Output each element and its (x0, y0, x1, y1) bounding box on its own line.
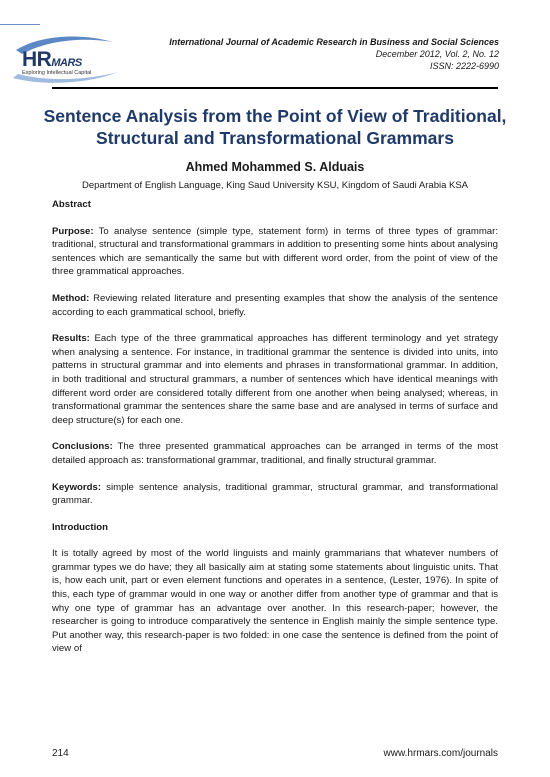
introduction-paragraph: It is totally agreed by most of the world linguists and mainly grammarians that whatever numbers of grammar types we do have; they all basically aim at stating some statements about linguistic units. That is, how each unit, part or even element functions and operates in a sentence, (Lester, 1976). In spite of this, each type of grammar would in one way or another differ from another type of grammar and that is why one type of grammar has an advantage over another. In this research-paper; however, the researcher is going to introduce comparatively the sentence in English mainly the simple sentence type. Put another way, this research-paper is two folded: in one case the sentence is defined from the point of view of (52, 548, 498, 655)
journal-issn: ISSN: 2222-6990 (429, 61, 499, 71)
paper-title (40, 105, 510, 149)
conclusions-text: The three presented grammatical approaches can be arranged in terms of the most detailed approach as: transformational grammar, traditional, and finally structural grammar. (52, 441, 499, 466)
author-name: Ahmed Mohammed S. Alduais (185, 160, 365, 174)
logo-tagline: Exploring Intellectual Capital (22, 70, 92, 76)
method-paragraph (52, 292, 498, 319)
header-divider (52, 87, 498, 89)
method-text: Reviewing related literature and presenting examples that show the analysis of the sentence according to each grammatical school, briefly. (52, 292, 498, 318)
title-line-2: Structural and Transformational Grammars (96, 128, 454, 148)
conclusions-paragraph (52, 440, 498, 467)
logo-main: HR (22, 48, 52, 71)
purpose-paragraph (52, 225, 498, 279)
method-label: Method: (52, 292, 90, 304)
journal-name: International Journal of Academic Research in Business and Social Sciences (169, 37, 499, 47)
paper-body (52, 198, 498, 669)
keywords-paragraph (52, 481, 498, 508)
results-text: Each type of the three grammatical approaches has different terminology and yet strategy when analysing a sentence. For instance, in traditional grammar the sentence is divided into units, into patterns in structural grammar and into elements and phrases in transformational grammar. In addition, in both traditional and structural grammars, a number of sentences which have identical meanings with different word order are considered totally different from one another when being analysed; whereas, in transformational grammar the sentences share the same base and are analysed in terms of surface and deep structure(s) for each one. (52, 333, 498, 426)
introduction-heading: Introduction (52, 521, 108, 533)
journal-issue: December 2012, Vol. 2, No. 12 (375, 49, 499, 59)
keywords-label: Keywords: (52, 481, 102, 493)
author-affiliation: Department of English Language, King Saud University KSU, Kingdom of Saudi Arabia KSA (81, 180, 469, 191)
purpose-text: To analyse sentence (simple type, statement form) in terms of three types of grammar: traditional, structural and transformational grammars in addition to presenting some hints about analysing sentences which are semantically the same but with different word order, from the point of view of the three grammatical approaches. (52, 225, 499, 278)
abstract-heading: Abstract (52, 199, 91, 210)
journal-info (169, 36, 499, 72)
top-decorative-rule (0, 24, 40, 25)
hrmars-logo (8, 28, 128, 88)
logo-sub: MARS (51, 57, 82, 69)
results-label: Results: (52, 333, 90, 345)
page-number: 214 (52, 748, 69, 759)
logo-text (22, 48, 82, 72)
keywords-text: simple sentence analysis, traditional grammar, structural grammar, and transformational grammar. (52, 481, 498, 507)
conclusions-label: Conclusions: (52, 441, 113, 453)
footer-website: www.hrmars.com/journals (383, 748, 498, 759)
title-line-1: Sentence Analysis from the Point of View of Traditional, (43, 106, 507, 126)
results-paragraph (52, 332, 498, 427)
purpose-label: Purpose: (52, 225, 94, 237)
